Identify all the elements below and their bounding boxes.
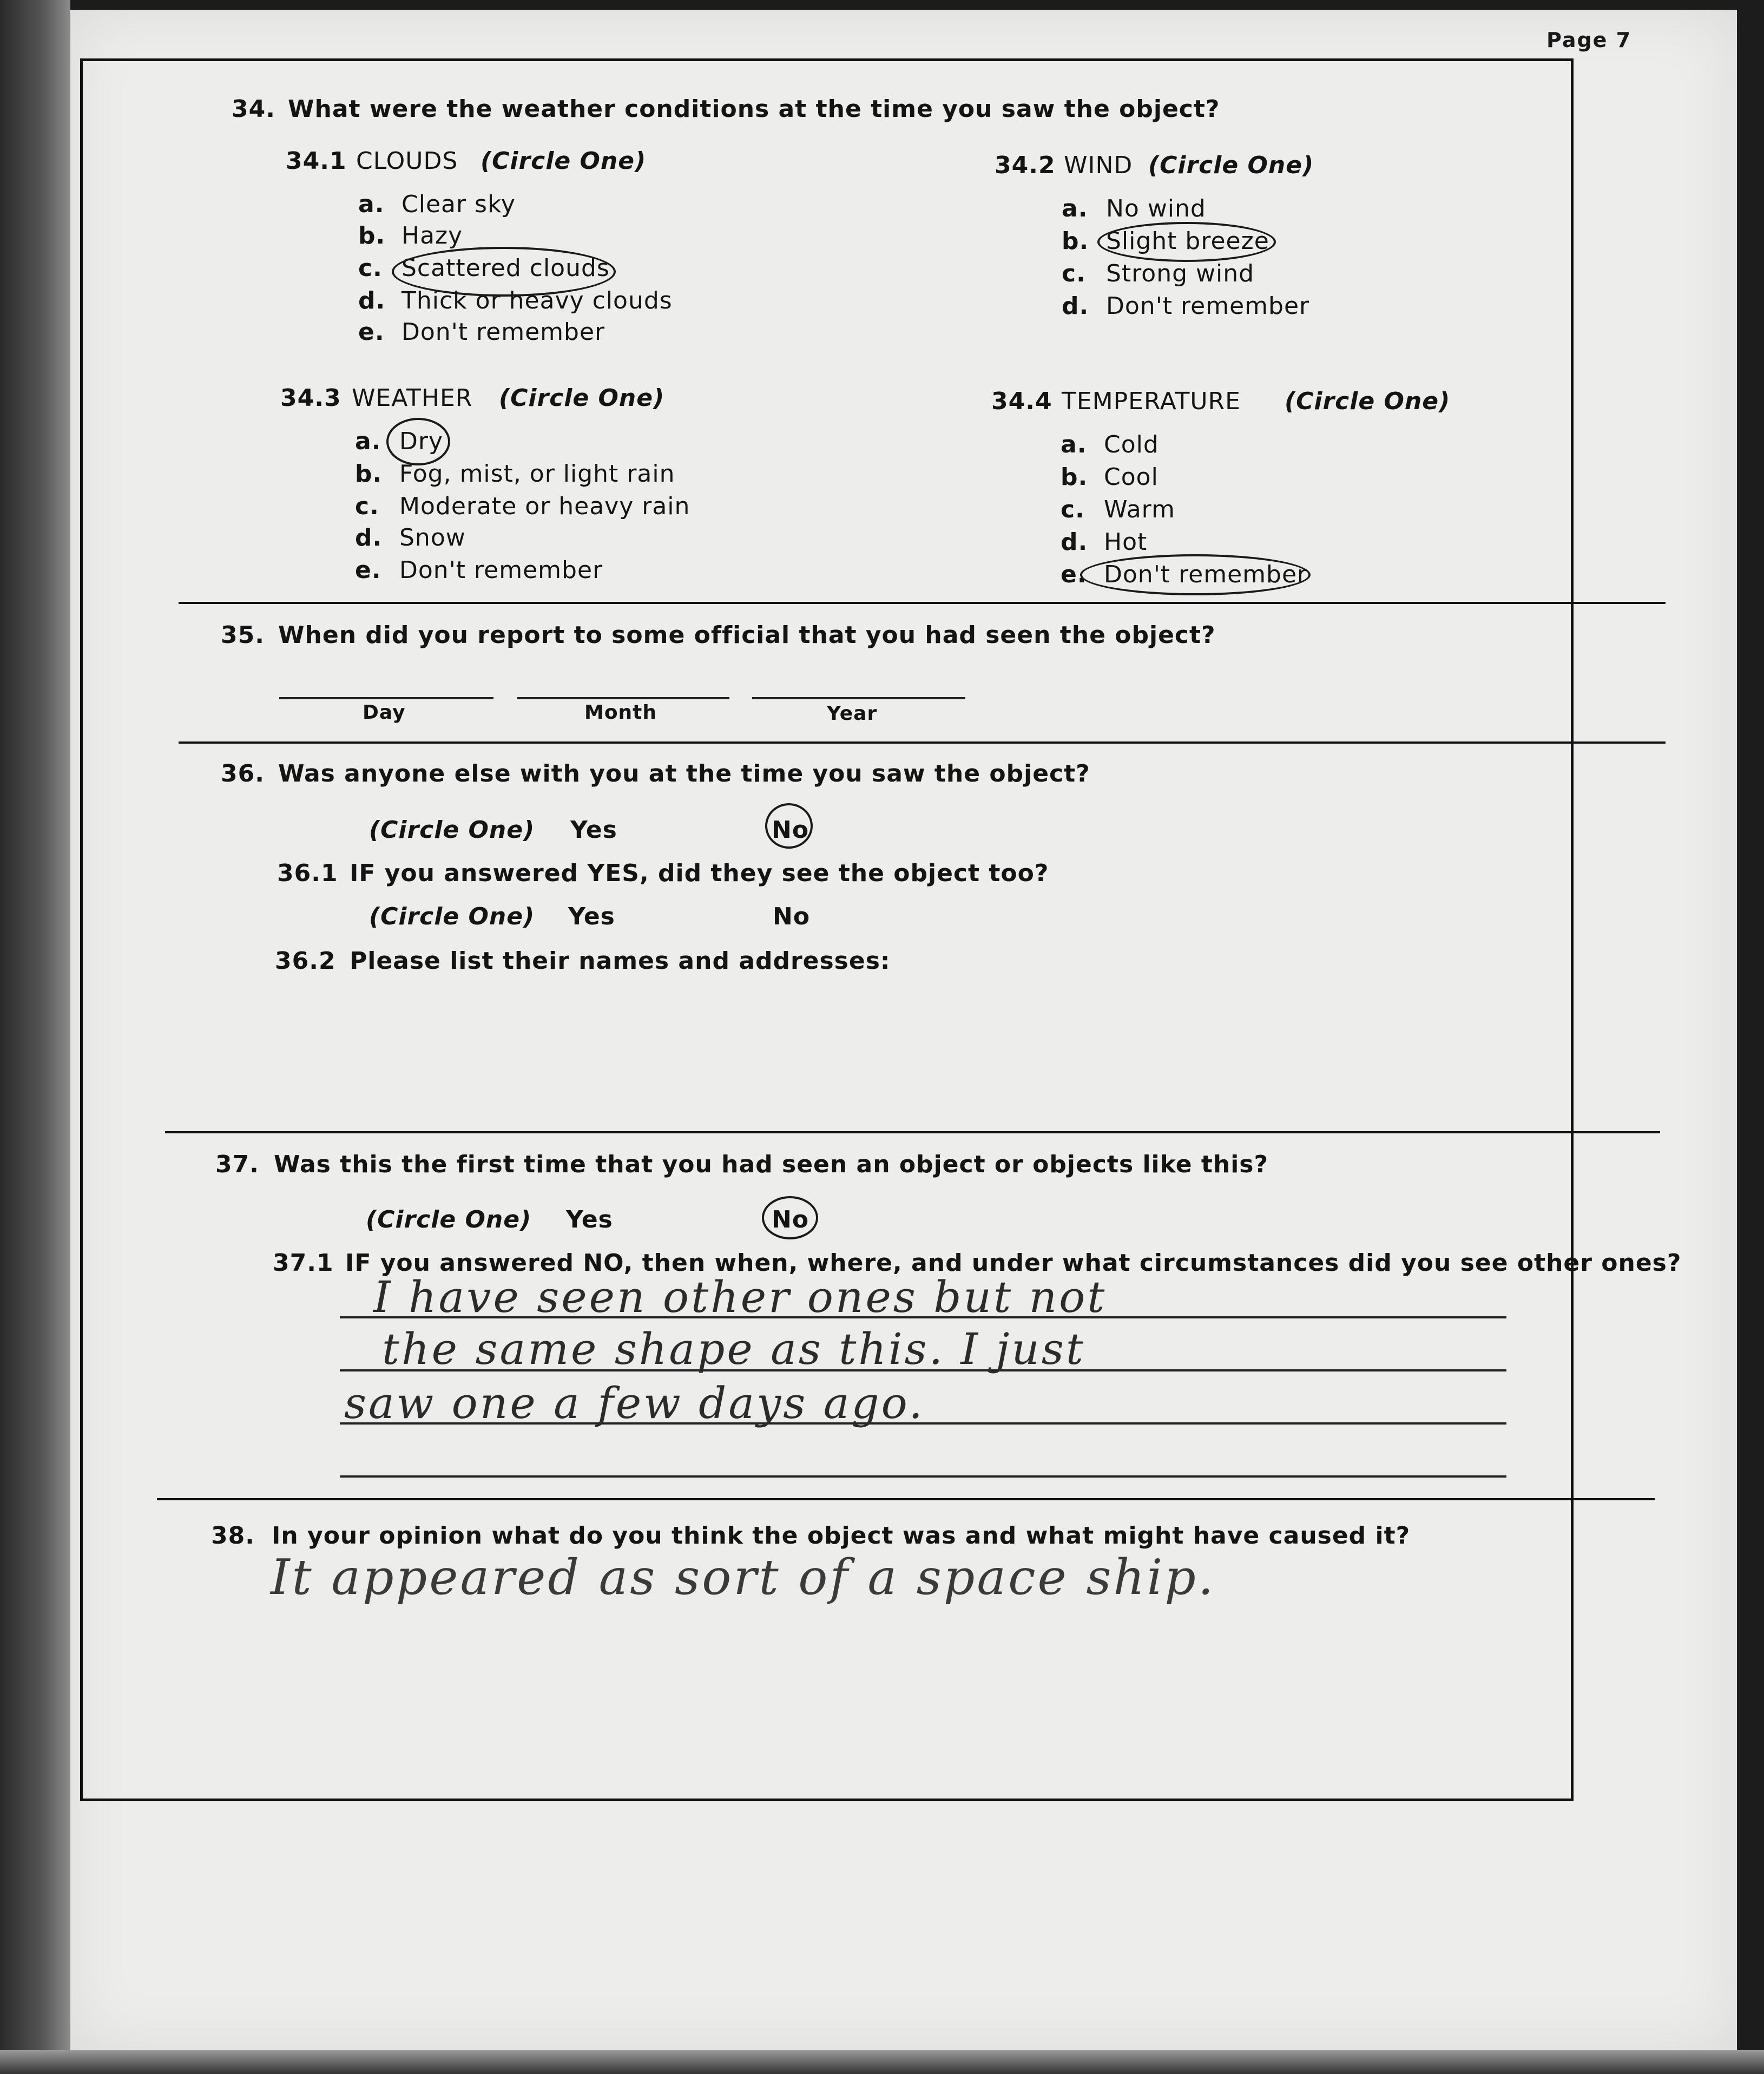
day-field[interactable] [279, 697, 493, 699]
handwritten-answer: It appeared as sort of a space ship. [271, 1549, 1216, 1606]
question-text: In your opinion what do you think the object was and what might have caused it? [272, 1522, 1411, 1550]
question-number: 38. [211, 1522, 255, 1550]
handwritten-answer-line-3: saw one a few days ago. [344, 1378, 925, 1428]
sub-question-number: 37.1 [273, 1249, 334, 1277]
handwritten-answer-line-2: the same shape as this. I just [382, 1324, 1085, 1374]
option-hazy: Hazy [401, 222, 463, 250]
clouds-title: CLOUDS [356, 147, 458, 175]
option-fog-mist: Fog, mist, or light rain [399, 460, 675, 488]
divider-37-38 [157, 1498, 1655, 1500]
weather-title: WEATHER [352, 384, 473, 412]
option-letter: a. [355, 428, 381, 455]
circle-one-instruction: (Circle One) [369, 816, 535, 844]
temperature-title: TEMPERATURE [1062, 388, 1241, 415]
option-yes: Yes [568, 903, 615, 930]
circle-one-instruction: (Circle One) [369, 903, 535, 930]
option-yes: Yes [570, 816, 617, 844]
option-letter: d. [1061, 528, 1088, 556]
option-warm: Warm [1104, 496, 1175, 523]
option-letter: d. [355, 524, 383, 552]
temperature-number: 34.4 [991, 388, 1052, 415]
option-no: No [772, 1206, 809, 1233]
question-text: When did you report to some official that you had seen the object? [278, 621, 1216, 649]
option-letter: a. [1061, 431, 1087, 458]
sub-question-number: 36.1 [277, 859, 338, 887]
sub-question-text: IF you answered YES, did they see the object too? [350, 859, 1049, 887]
year-field[interactable] [752, 697, 965, 699]
wind-title: WIND [1064, 152, 1133, 179]
divider-34-35 [179, 602, 1666, 604]
answer-circle-temperature [1080, 554, 1311, 595]
option-hot: Hot [1104, 528, 1148, 556]
option-cool: Cool [1104, 463, 1159, 491]
weather-number: 34.3 [280, 384, 341, 412]
option-dont-remember: Don't remember [401, 318, 605, 346]
question-number: 34. [232, 95, 275, 123]
answer-line [340, 1475, 1506, 1478]
question-text: Was anyone else with you at the time you saw the object? [278, 760, 1090, 787]
option-letter: c. [358, 254, 383, 282]
question-text: Was this the first time that you had seen an object or objects like this? [274, 1151, 1269, 1178]
answer-circle-wind [1097, 222, 1276, 262]
option-letter: d. [358, 287, 386, 314]
option-letter: d. [1062, 292, 1089, 320]
year-label: Year [827, 703, 878, 725]
option-letter: a. [358, 191, 385, 218]
question-number: 35. [221, 621, 265, 649]
weather-instruction: (Circle One) [499, 384, 665, 412]
sub-question-text: Please list their names and addresses: [350, 947, 891, 975]
wind-number: 34.2 [995, 152, 1056, 179]
option-letter: e. [1061, 561, 1087, 588]
option-dry: Dry [399, 428, 444, 455]
option-letter: a. [1062, 195, 1088, 222]
option-thick-clouds: Thick or heavy clouds [401, 287, 673, 314]
option-no-wind: No wind [1106, 195, 1206, 222]
month-field[interactable] [517, 697, 729, 699]
option-heavy-rain: Moderate or heavy rain [399, 493, 690, 520]
answer-circle-weather [386, 418, 450, 465]
scan-border-left [0, 0, 70, 2074]
question-number: 36. [221, 760, 265, 787]
option-slight-breeze: Slight breeze [1106, 227, 1269, 255]
question-number: 37. [215, 1151, 259, 1178]
option-dont-remember: Don't remember [399, 556, 603, 584]
divider-35-36 [179, 741, 1666, 744]
option-letter: b. [1061, 463, 1088, 491]
option-letter: e. [355, 556, 381, 584]
clouds-number: 34.1 [286, 147, 347, 175]
sub-question-text: IF you answered NO, then when, where, and under what circumstances did you see other ones? [345, 1249, 1682, 1277]
wind-instruction: (Circle One) [1148, 152, 1314, 179]
answer-circle-no [765, 803, 813, 849]
month-label: Month [584, 701, 657, 724]
option-scattered-clouds: Scattered clouds [401, 254, 610, 282]
option-snow: Snow [399, 524, 466, 552]
scan-border-bottom [0, 2050, 1764, 2074]
answer-circle-clouds [392, 247, 616, 297]
option-dont-remember: Don't remember [1106, 292, 1310, 320]
day-label: Day [363, 701, 406, 724]
option-letter: c. [1062, 260, 1086, 287]
circle-one-instruction: (Circle One) [366, 1206, 532, 1233]
option-no: No [773, 903, 811, 930]
option-letter: c. [355, 493, 379, 520]
temperature-instruction: (Circle One) [1285, 388, 1451, 415]
clouds-instruction: (Circle One) [481, 147, 647, 175]
option-clear-sky: Clear sky [401, 191, 516, 218]
option-letter: b. [1062, 227, 1089, 255]
option-no: No [772, 816, 809, 844]
handwritten-answer-line-1: I have seen other ones but not [373, 1272, 1107, 1322]
option-dont-remember: Don't remember [1104, 561, 1308, 588]
divider-36-37 [165, 1131, 1660, 1133]
option-cold: Cold [1104, 431, 1159, 458]
page-number: Page 7 [1546, 28, 1632, 52]
option-letter: e. [358, 318, 385, 346]
option-strong-wind: Strong wind [1106, 260, 1255, 287]
answer-circle-no [762, 1196, 818, 1239]
option-letter: b. [355, 460, 383, 488]
option-yes: Yes [566, 1206, 613, 1233]
question-text: What were the weather conditions at the time you saw the object? [288, 95, 1220, 123]
option-letter: c. [1061, 496, 1085, 523]
option-letter: b. [358, 222, 386, 250]
sub-question-number: 36.2 [275, 947, 336, 975]
